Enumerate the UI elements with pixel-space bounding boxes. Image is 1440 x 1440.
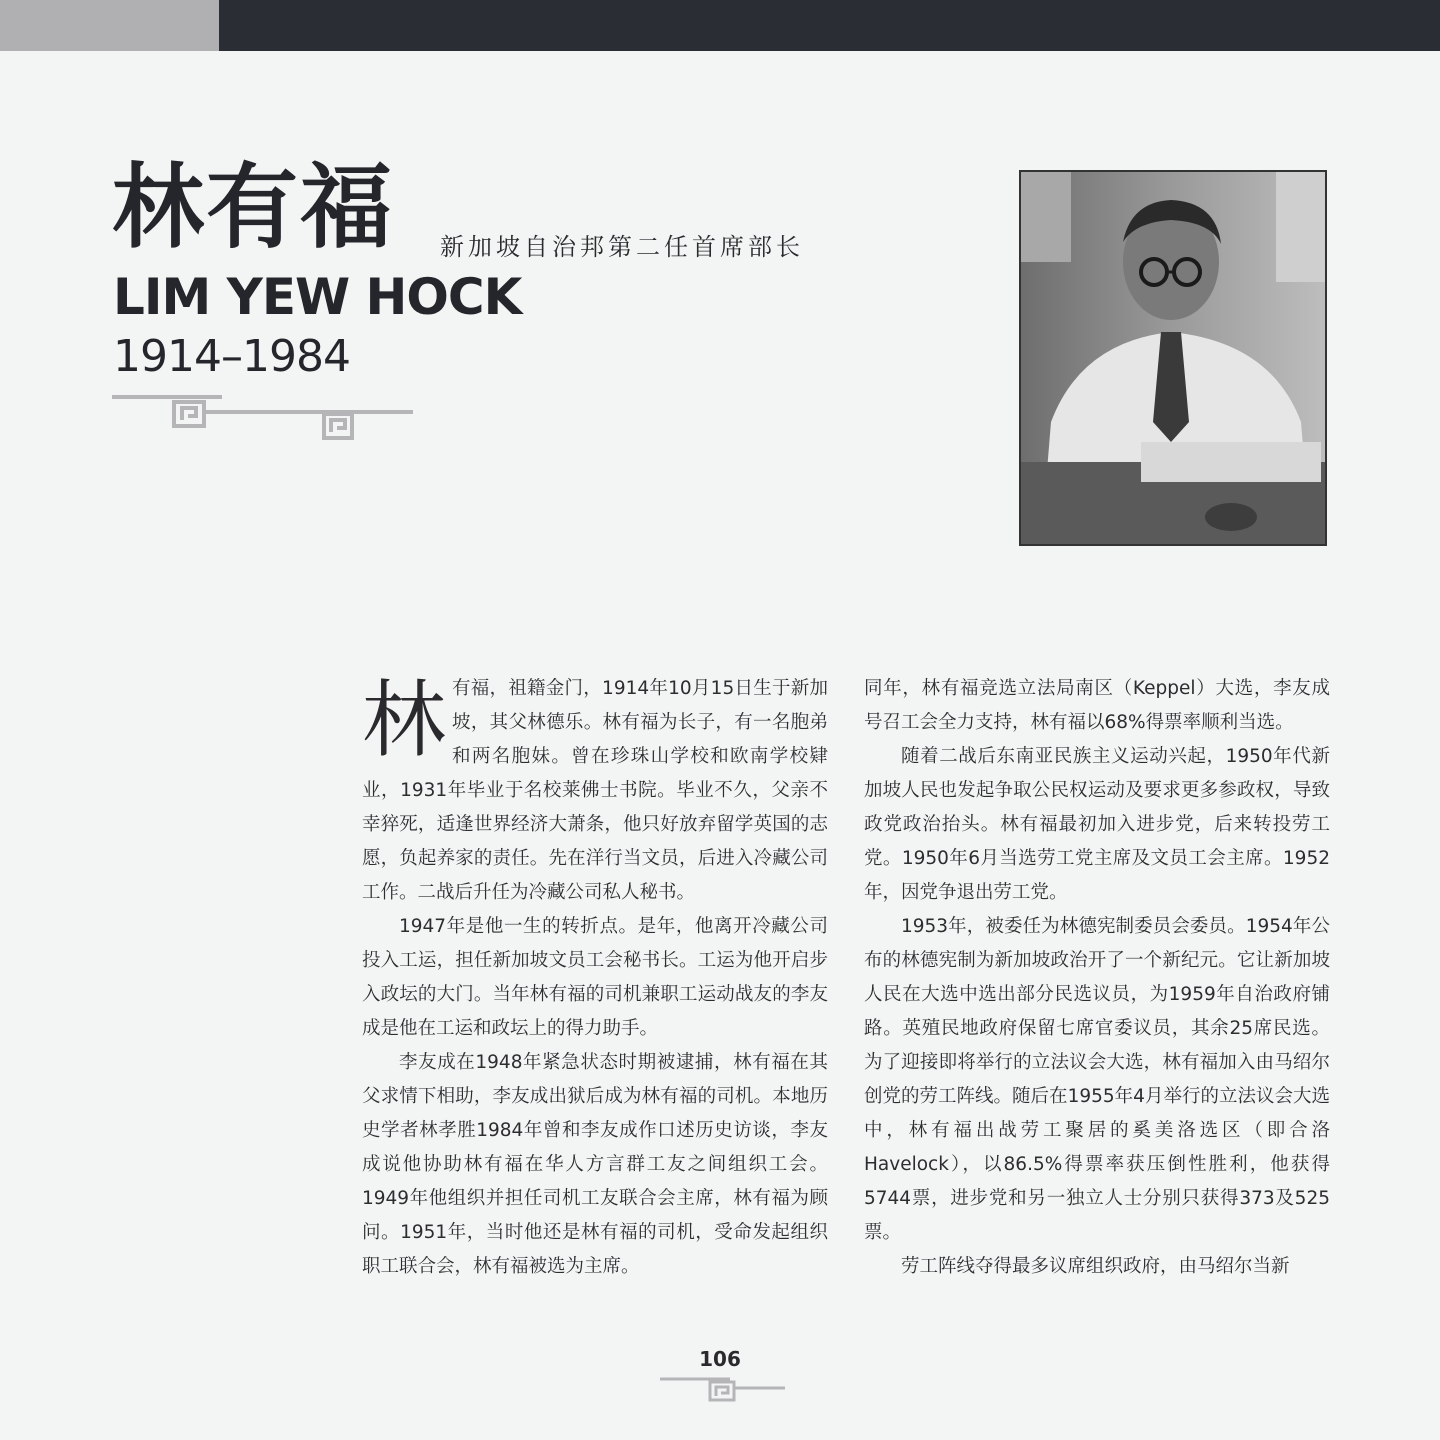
page-number: 106	[699, 1347, 741, 1371]
top-bar-accent	[0, 0, 219, 51]
fret-ornament-icon	[112, 392, 414, 444]
paragraph: 随着二战后东南亚民族主义运动兴起，1950年代新加坡人民也发起争取公民权运动及要求更多参政权，导致政党政治抬头。林有福最初加入进步党，后来转投劳工党。1950年6月当选劳工党主席及文员工会主席。1952年，因党争退出劳工党。	[864, 746, 1330, 903]
paragraph: 李友成在1948年紧急状态时期被逮捕，林有福在其父求情下相助，李友成出狱后成为林有福的司机。本地历史学者林孝胜1984年曾和李友成作口述历史访谈，李友成说他协助林有福在华人方言群工友之间组织工会。1949年他组织并担任司机工友联合会主席，林有福为顾问。1951年，当时他还是林有福的司机，受命发起组织职工联合会，林有福被选为主席。	[362, 1052, 828, 1277]
paragraph: 劳工阵线夺得最多议席组织政府，由马绍尔当新	[901, 1256, 1290, 1277]
drop-cap: 林	[362, 671, 447, 769]
footer-ornament-icon	[660, 1376, 786, 1404]
paragraph: 同年，林有福竞选立法局南区（Keppel）大选，李友成号召工会全力支持，林有福以68%得票率顺利当选。	[864, 678, 1330, 733]
top-bar	[219, 0, 1440, 51]
paragraph: 1953年，被委任为林德宪制委员会委员。1954年公布的林德宪制为新加坡政治开了一个新纪元。它让新加坡人民在大选中选出部分民选议员，为1959年自治政府铺路。英殖民地政府保留七席官委议员，其余25席民选。为了迎接即将举行的立法议会大选，林有福加入由马绍尔创党的劳工阵线。随后在1955年4月举行的立法议会大选中，林有福出战劳工聚居的奚美洛选区（即合洛Havelock），以86.5%得票率获压倒性胜利，他获得5744票，进步党和另一独立人士分别只获得373及525票。	[864, 916, 1330, 1243]
paragraph: 有福，祖籍金门，1914年10月15日生于新加坡，其父林德乐。林有福为长子，有一名胞弟和两名胞妹。曾在珍珠山学校和欧南学校肄业，1931年毕业于名校莱佛士书院。毕业不久，父亲不幸猝死，适逢世界经济大萧条，他只好放弃留学英国的志愿，负起养家的责任。先在洋行当文员，后进入冷藏公司工作。二战后升任为冷藏公司私人秘书。	[362, 678, 828, 903]
portrait-photo	[1019, 170, 1327, 546]
article-column-left	[362, 672, 828, 1284]
paragraph: 1947年是他一生的转折点。是年，他离开冷藏公司投入工运，担任新加坡文员工会秘书长。工运为他开启步入政坛的大门。当年林有福的司机兼职工运动战友的李友成是他在工运和政坛上的得力助手。	[362, 916, 828, 1039]
portrait-photo-icon	[1021, 172, 1325, 544]
page-title-chinese: 林有福	[112, 154, 395, 261]
life-years: 1914–1984	[113, 331, 350, 382]
page-title-english: LIM YEW HOCK	[113, 268, 522, 326]
page-subtitle: 新加坡自治邦第二任首席部长	[440, 233, 804, 261]
article-column-right	[864, 672, 1330, 1284]
